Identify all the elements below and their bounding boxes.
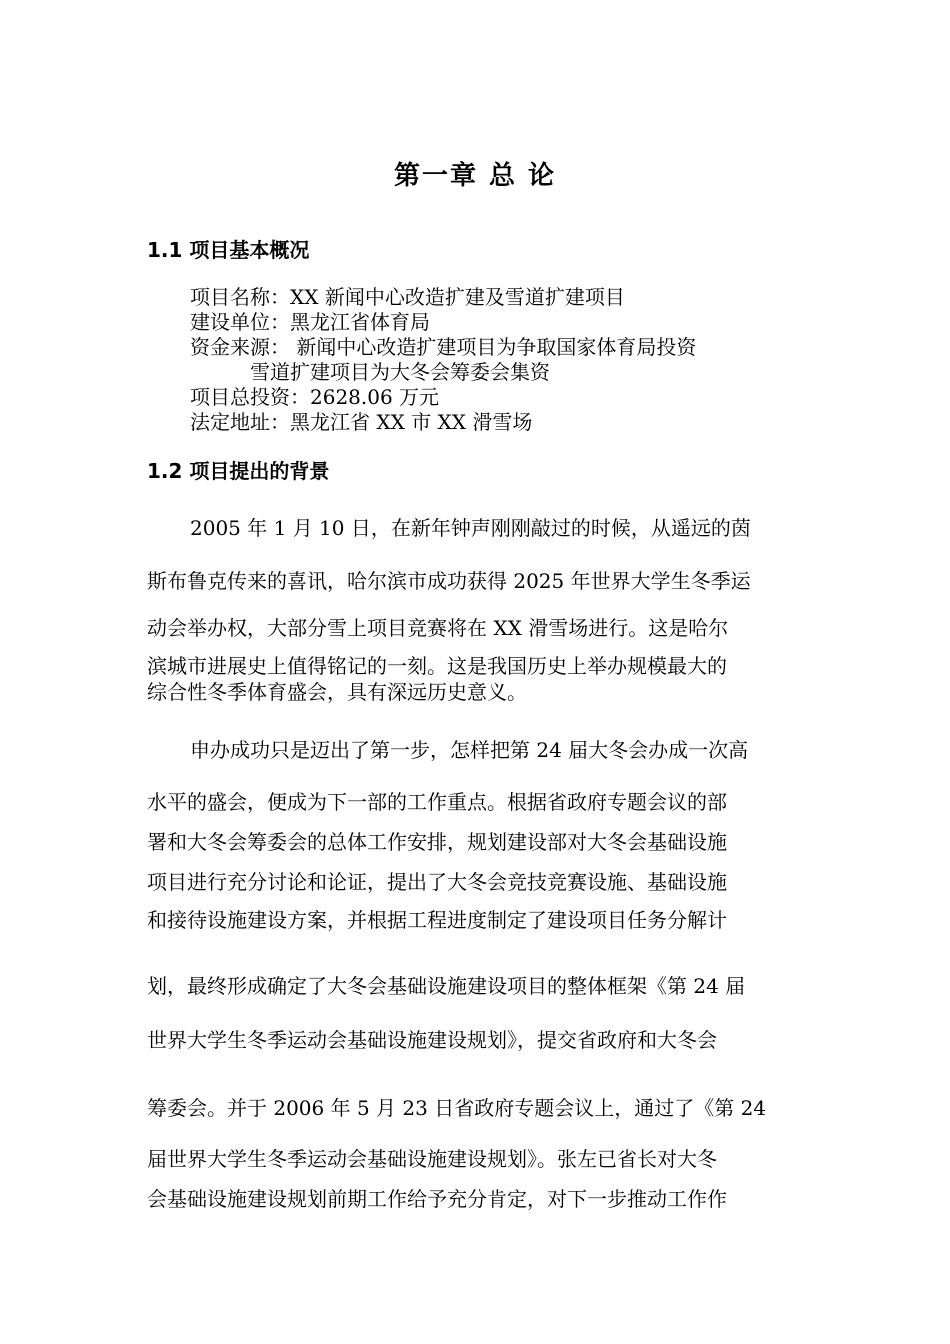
paragraph-line: 和接待设施建设方案，并根据工程进度制定了建设项目任务分解计 — [147, 908, 727, 932]
info-funding-source-cont: 雪道扩建项目为大冬会筹委会集资 — [250, 360, 550, 384]
paragraph-line: 届世界大学生冬季运动会基础设施建设规划》。张左已省长对大冬 — [147, 1147, 717, 1171]
paragraph-line: 署和大冬会筹委会的总体工作安排，规划建设部对大冬会基础设施 — [147, 830, 727, 854]
section-heading-1-1: 1.1 项目基本概况 — [147, 238, 310, 262]
paragraph-line: 综合性冬季体育盛会，具有深远历史意义。 — [147, 680, 527, 704]
info-construction-unit: 建设单位：黑龙江省体育局 — [190, 310, 430, 334]
paragraph-line: 2005 年 1 月 10 日，在新年钟声刚刚敲过的时候，从遥远的茵 — [190, 516, 751, 540]
info-total-investment: 项目总投资：2628.06 万元 — [190, 385, 440, 409]
paragraph-line: 划，最终形成确定了大冬会基础设施建设项目的整体框架《第 24 届 — [147, 974, 746, 998]
paragraph-line: 申办成功只是迈出了第一步，怎样把第 24 届大冬会办成一次高 — [190, 738, 749, 762]
chapter-title: 第一章 总 论 — [393, 161, 557, 191]
info-project-name: 项目名称：XX 新闻中心改造扩建及雪道扩建项目 — [190, 285, 625, 309]
paragraph-line: 水平的盛会，便成为下一部的工作重点。根据省政府专题会议的部 — [147, 790, 727, 814]
paragraph-line: 筹委会。并于 2006 年 5 月 23 日省政府专题会议上，通过了《第 24 — [147, 1096, 767, 1120]
paragraph-line: 项目进行充分讨论和论证，提出了大冬会竞技竞赛设施、基础设施 — [147, 870, 727, 894]
paragraph-line: 斯布鲁克传来的喜讯，哈尔滨市成功获得 2025 年世界大学生冬季运 — [147, 569, 751, 593]
paragraph-line: 动会举办权，大部分雪上项目竞赛将在 XX 滑雪场进行。这是哈尔 — [147, 616, 729, 640]
paragraph-line: 会基础设施建设规划前期工作给予充分肯定，对下一步推动工作作 — [147, 1187, 727, 1211]
info-legal-address: 法定地址：黑龙江省 XX 市 XX 滑雪场 — [190, 410, 533, 434]
section-heading-1-2: 1.2 项目提出的背景 — [147, 459, 330, 483]
paragraph-line: 滨城市进展史上值得铭记的一刻。这是我国历史上举办规模最大的 — [147, 654, 727, 678]
paragraph-line: 世界大学生冬季运动会基础设施建设规划》，提交省政府和大冬会 — [147, 1028, 717, 1052]
info-funding-source: 资金来源： 新闻中心改造扩建项目为争取国家体育局投资 — [190, 335, 697, 359]
